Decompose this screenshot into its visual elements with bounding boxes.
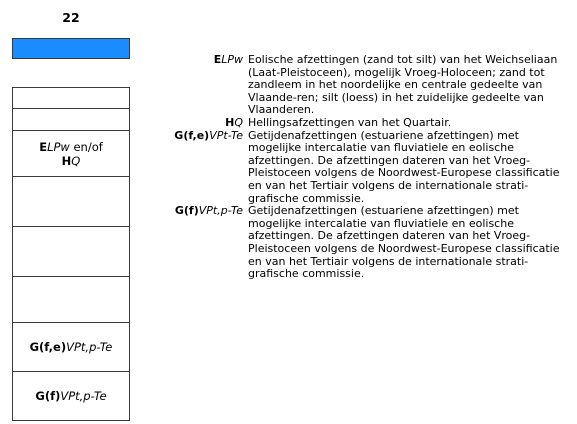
column-cell — [12, 276, 130, 323]
column-cell — [12, 87, 130, 109]
legend-description: Hellingsafzettingen van het Quartair. — [248, 115, 452, 129]
legend-description: Eolische afzettingen (zand tot silt) van het Weichseliaan (Laat-Pleistoceen), mogelijk Vroeg-Holoceen; zand tot zandleem in het noordelijke en centrale gedeelte van Vlaande-ren; silt (loess) in het zuidelijke gedeelte van Vlaanderen. — [248, 53, 558, 117]
cell-label: G(f,e)VPt,p-Te — [29, 340, 113, 354]
legend-code: G(f,e)VPt-Te — [174, 128, 243, 142]
legend-entry-gf — [143, 205, 573, 281]
legend-code: ELPw — [213, 53, 243, 66]
legend — [143, 54, 573, 281]
legend-code: HQ — [225, 115, 243, 129]
column-cell — [12, 226, 130, 277]
column-color-swatch — [12, 38, 130, 59]
legend-code: G(f)VPt,p-Te — [174, 204, 243, 218]
column-cell-elpw-hq — [12, 130, 130, 177]
legend-entry-elpw — [143, 54, 573, 117]
legend-description: Getijdenafzettingen (estuariene afzettingen) met mogelijke intercalatie van fluviatiele en eolische afzettingen. De afzettingen dateren van het Vroeg-Pleistoceen volgens de Noordwest-Europese classificatie en van het Tertiair volgens de internationale strati-grafische commissie. — [248, 128, 560, 205]
legend-entry-gfe — [143, 130, 573, 206]
cell-label: G(f)VPt,p-Te — [35, 389, 107, 403]
cell-label-line1: ELPw en/of — [39, 139, 103, 154]
column-cell-gf — [12, 371, 130, 421]
column-cell — [12, 176, 130, 227]
column-number: 22 — [62, 10, 80, 25]
cell-label-line2: HQ — [61, 153, 81, 168]
column-cell-gfe — [12, 322, 130, 372]
column-cell — [12, 108, 130, 131]
legend-description: Getijdenafzettingen (estuariene afzettingen) met mogelijke intercalatie van fluviatiele en eolische afzettingen. De afzettingen dateren van het Vroeg-Pleistoceen volgens de Noordwest-Europese classificatie en van het Tertiair volgens de internationale strati-grafische commissie. — [248, 204, 560, 281]
